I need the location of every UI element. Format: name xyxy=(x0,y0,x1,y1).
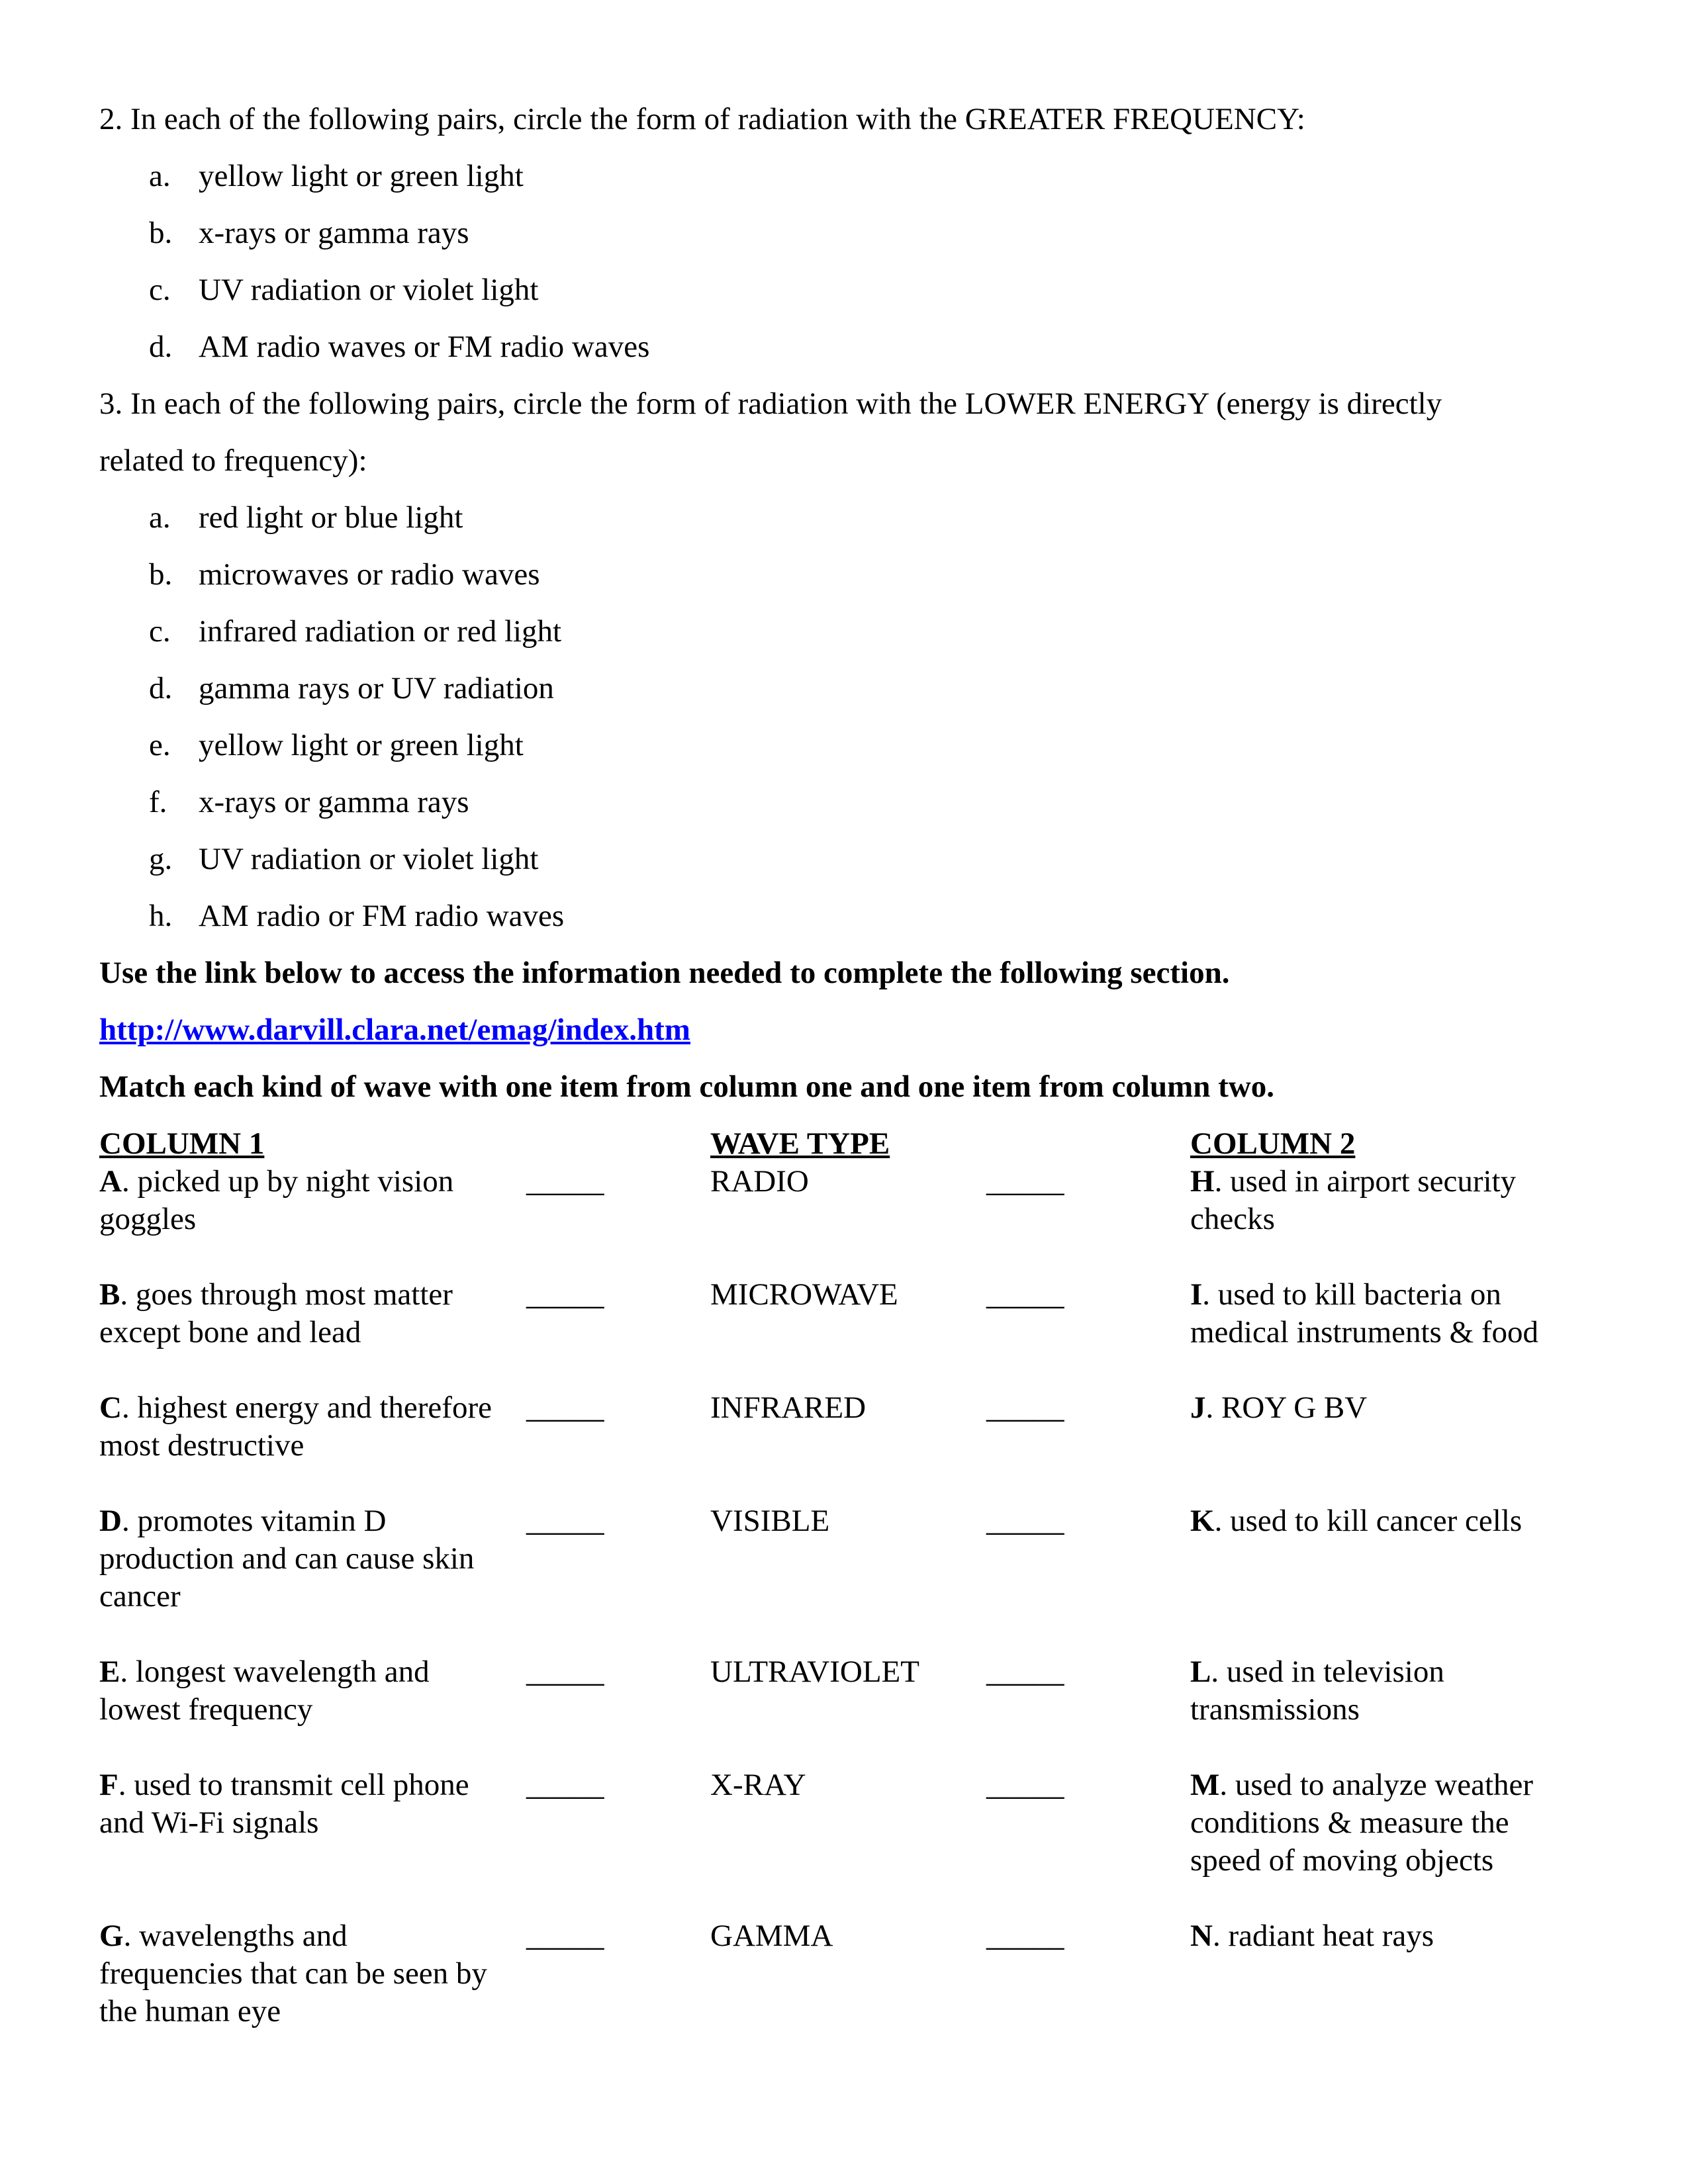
q3-item-text: x-rays or gamma rays xyxy=(199,785,469,819)
item-letter: D xyxy=(99,1504,122,1538)
item-letter: E xyxy=(99,1655,120,1689)
q3-prompt-line2: related to frequency): xyxy=(99,443,367,478)
q3-item-text: yellow light or green light xyxy=(199,728,524,762)
match-instructions: Match each kind of wave with one item from column one and one item from column two. xyxy=(99,1069,1274,1104)
q3-item-a xyxy=(149,499,463,537)
item-letter: K xyxy=(1190,1504,1215,1538)
column2-item-j xyxy=(1190,1389,1587,1427)
answer-blank-column1[interactable]: _____ xyxy=(526,1655,604,1689)
item-description: . used to kill cancer cells xyxy=(1214,1504,1523,1538)
item-letter: H xyxy=(1190,1164,1215,1199)
q3-item-letter: g. xyxy=(149,842,173,876)
answer-blank-column2[interactable]: _____ xyxy=(986,1504,1064,1538)
wave-type-gamma: GAMMA xyxy=(710,1919,833,1953)
q2-item-d xyxy=(149,328,649,366)
wave-type-radio: RADIO xyxy=(710,1164,809,1199)
q3-item-d xyxy=(149,670,554,707)
item-letter: A xyxy=(99,1164,122,1199)
answer-blank-column1[interactable]: _____ xyxy=(526,1768,604,1802)
answer-blank-column2[interactable]: _____ xyxy=(986,1277,1064,1312)
item-letter: G xyxy=(99,1919,124,1953)
item-letter: J xyxy=(1190,1390,1206,1425)
answer-blank-column1[interactable]: _____ xyxy=(526,1504,604,1538)
q3-item-text: microwaves or radio waves xyxy=(199,557,540,592)
q3-item-letter: e. xyxy=(149,728,171,762)
q2-item-text: x-rays or gamma rays xyxy=(199,216,469,250)
q2-item-text: AM radio waves or FM radio waves xyxy=(199,330,650,364)
wave-type-x-ray: X-RAY xyxy=(710,1768,806,1802)
column1-item-d xyxy=(99,1502,496,1615)
q3-item-b xyxy=(149,556,540,594)
q3-item-g xyxy=(149,841,538,878)
item-description: . goes through most matter except bone and lead xyxy=(99,1277,453,1349)
q2-item-c xyxy=(149,271,538,309)
column1-item-b xyxy=(99,1276,496,1351)
answer-blank-column2[interactable]: _____ xyxy=(986,1919,1064,1953)
column1-item-c xyxy=(99,1389,496,1465)
q3-item-text: gamma rays or UV radiation xyxy=(199,671,554,705)
item-description: . used to transmit cell phone and Wi-Fi signals xyxy=(99,1768,469,1840)
q3-item-letter: a. xyxy=(149,500,171,535)
q3-item-c xyxy=(149,613,561,651)
q3-item-letter: b. xyxy=(149,557,173,592)
q3-item-letter: h. xyxy=(149,899,173,933)
answer-blank-column2[interactable]: _____ xyxy=(986,1768,1064,1802)
column1-item-f xyxy=(99,1766,496,1842)
item-description: . used in airport security checks xyxy=(1190,1164,1517,1236)
column2-item-m xyxy=(1190,1766,1587,1880)
header-column-2: COLUMN 2 xyxy=(1190,1126,1356,1161)
column1-item-e xyxy=(99,1653,496,1729)
column1-item-a xyxy=(99,1163,496,1238)
column2-item-i xyxy=(1190,1276,1587,1351)
item-letter: N xyxy=(1190,1919,1213,1953)
q3-item-letter: c. xyxy=(149,614,171,649)
item-description: . highest energy and therefore most destructive xyxy=(99,1390,492,1463)
q3-item-text: red light or blue light xyxy=(199,500,463,535)
q2-prompt: 2. In each of the following pairs, circle the form of radiation with the GREATER FREQUENCY: xyxy=(99,102,1305,136)
column1-item-g xyxy=(99,1917,496,2030)
q2-item-letter: b. xyxy=(149,216,173,250)
resource-link[interactable]: http://www.darvill.clara.net/emag/index.htm xyxy=(99,1013,690,1047)
q2-item-b xyxy=(149,214,469,252)
column2-item-n xyxy=(1190,1917,1587,1955)
column2-item-h xyxy=(1190,1163,1587,1238)
item-description: . used in television transmissions xyxy=(1190,1655,1444,1727)
item-description: . ROY G BV xyxy=(1205,1390,1368,1425)
item-description: . promotes vitamin D production and can cause skin cancer xyxy=(99,1504,475,1614)
q3-item-text: AM radio or FM radio waves xyxy=(199,899,565,933)
header-wave-type: WAVE TYPE xyxy=(710,1126,890,1161)
item-description: . used to kill bacteria on medical instruments & food xyxy=(1190,1277,1539,1349)
wave-type-infrared: INFRARED xyxy=(710,1390,867,1425)
q3-item-f xyxy=(149,784,469,821)
answer-blank-column1[interactable]: _____ xyxy=(526,1919,604,1953)
item-letter: C xyxy=(99,1390,122,1425)
q3-item-text: UV radiation or violet light xyxy=(199,842,539,876)
item-letter: F xyxy=(99,1768,118,1802)
item-description: . wavelengths and frequencies that can be seen by the human eye xyxy=(99,1919,487,2028)
q2-item-a xyxy=(149,158,524,195)
q3-item-e xyxy=(149,727,524,764)
answer-blank-column1[interactable]: _____ xyxy=(526,1390,604,1425)
link-intro: Use the link below to access the information needed to complete the following section. xyxy=(99,956,1230,990)
answer-blank-column2[interactable]: _____ xyxy=(986,1390,1064,1425)
header-column-1: COLUMN 1 xyxy=(99,1126,265,1161)
q3-item-h xyxy=(149,897,564,935)
item-description: . longest wavelength and lowest frequency xyxy=(99,1655,430,1727)
item-description: . used to analyze weather conditions & measure the speed of moving objects xyxy=(1190,1768,1534,1878)
answer-blank-column2[interactable]: _____ xyxy=(986,1164,1064,1199)
column2-item-l xyxy=(1190,1653,1587,1729)
wave-type-microwave: MICROWAVE xyxy=(710,1277,898,1312)
q2-item-text: UV radiation or violet light xyxy=(199,273,539,307)
item-letter: M xyxy=(1190,1768,1220,1802)
answer-blank-column1[interactable]: _____ xyxy=(526,1277,604,1312)
wave-type-visible: VISIBLE xyxy=(710,1504,830,1538)
q2-item-text: yellow light or green light xyxy=(199,159,524,193)
item-letter: I xyxy=(1190,1277,1203,1312)
q2-item-letter: a. xyxy=(149,159,171,193)
wave-type-ultraviolet: ULTRAVIOLET xyxy=(710,1655,919,1689)
answer-blank-column1[interactable]: _____ xyxy=(526,1164,604,1199)
q2-item-letter: c. xyxy=(149,273,171,307)
q3-prompt-line1: 3. In each of the following pairs, circle the form of radiation with the LOWER ENERGY (energy is directly xyxy=(99,387,1442,421)
q3-item-letter: f. xyxy=(149,785,167,819)
item-letter: B xyxy=(99,1277,120,1312)
answer-blank-column2[interactable]: _____ xyxy=(986,1655,1064,1689)
q3-item-letter: d. xyxy=(149,671,173,705)
item-description: . picked up by night vision goggles xyxy=(99,1164,454,1236)
item-letter: L xyxy=(1190,1655,1211,1689)
q2-item-letter: d. xyxy=(149,330,173,364)
column2-item-k xyxy=(1190,1502,1587,1540)
q3-item-text: infrared radiation or red light xyxy=(199,614,562,649)
item-description: . radiant heat rays xyxy=(1212,1919,1434,1953)
